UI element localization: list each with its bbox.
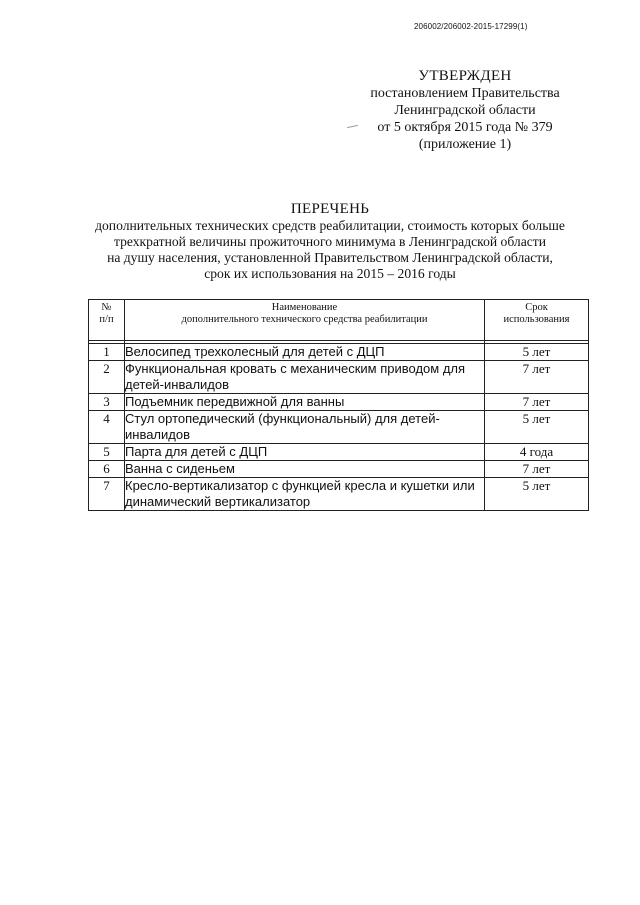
row-number: 6 [89,461,125,478]
row-term: 5 лет [485,344,589,361]
row-term: 7 лет [485,394,589,411]
row-number: 3 [89,394,125,411]
row-number: 4 [89,411,125,444]
subtitle-line: дополнительных технических средств реабилитации, стоимость которых больше [95,218,565,233]
row-number: 5 [89,444,125,461]
header-term [485,300,589,341]
row-name: Подъемник передвижной для ванны [125,394,485,411]
header-number-line: п/п [99,314,114,325]
header-name-line: Наименование [271,302,338,313]
row-term: 4 года [485,444,589,461]
row-term: 7 лет [485,361,589,394]
table-header-row [89,300,589,341]
table-row [89,361,589,394]
table-row [89,344,589,361]
header-term-line: использования [503,314,570,325]
row-name: Парта для детей с ДЦП [125,444,485,461]
row-name: Функциональная кровать с механическим приводом для детей-инвалидов [125,361,485,394]
approval-line: (приложение 1) [418,137,512,152]
row-term: 7 лет [485,461,589,478]
row-term: 5 лет [485,478,589,511]
subtitle-line: трехкратной величины прожиточного минимума в Ленинградской области [114,234,546,249]
row-number: 1 [89,344,125,361]
row-name: Ванна с сиденьем [125,461,485,478]
list-subtitle [70,218,590,282]
approval-title: УТВЕРЖДЕН [418,68,512,84]
approval-line: от 5 октября 2015 года № 379 [377,120,553,135]
row-name: Стул ортопедический (функциональный) для детей-инвалидов [125,411,485,444]
header-name-line: дополнительного технического средства реабилитации [181,314,428,325]
header-number [89,300,125,341]
table-row [89,444,589,461]
table-row [89,478,589,511]
document-id: 206002/206002-2015-17299(1) [414,22,528,31]
approval-line: Ленинградской области [394,103,536,118]
subtitle-line: срок их использования на 2015 – 2016 годы [204,266,456,281]
header-name [125,300,485,341]
row-number: 7 [89,478,125,511]
row-name: Кресло-вертикализатор с функцией кресла и кушетки или динамический вертикализатор [125,478,485,511]
approval-stamp [365,68,565,153]
subtitle-line: на душу населения, установленной Правительством Ленинградской области, [107,250,553,265]
list-title: ПЕРЕЧЕНЬ [290,201,370,217]
table-row [89,461,589,478]
rehab-aids-table [88,299,589,511]
header-number-line: № [101,302,112,313]
row-name: Велосипед трехколесный для детей с ДЦП [125,344,485,361]
approval-line: постановлением Правительства [370,86,560,101]
scan-mark [347,125,358,128]
row-term: 5 лет [485,411,589,444]
row-number: 2 [89,361,125,394]
table-row [89,394,589,411]
header-term-line: Срок [525,302,548,313]
table-row [89,411,589,444]
